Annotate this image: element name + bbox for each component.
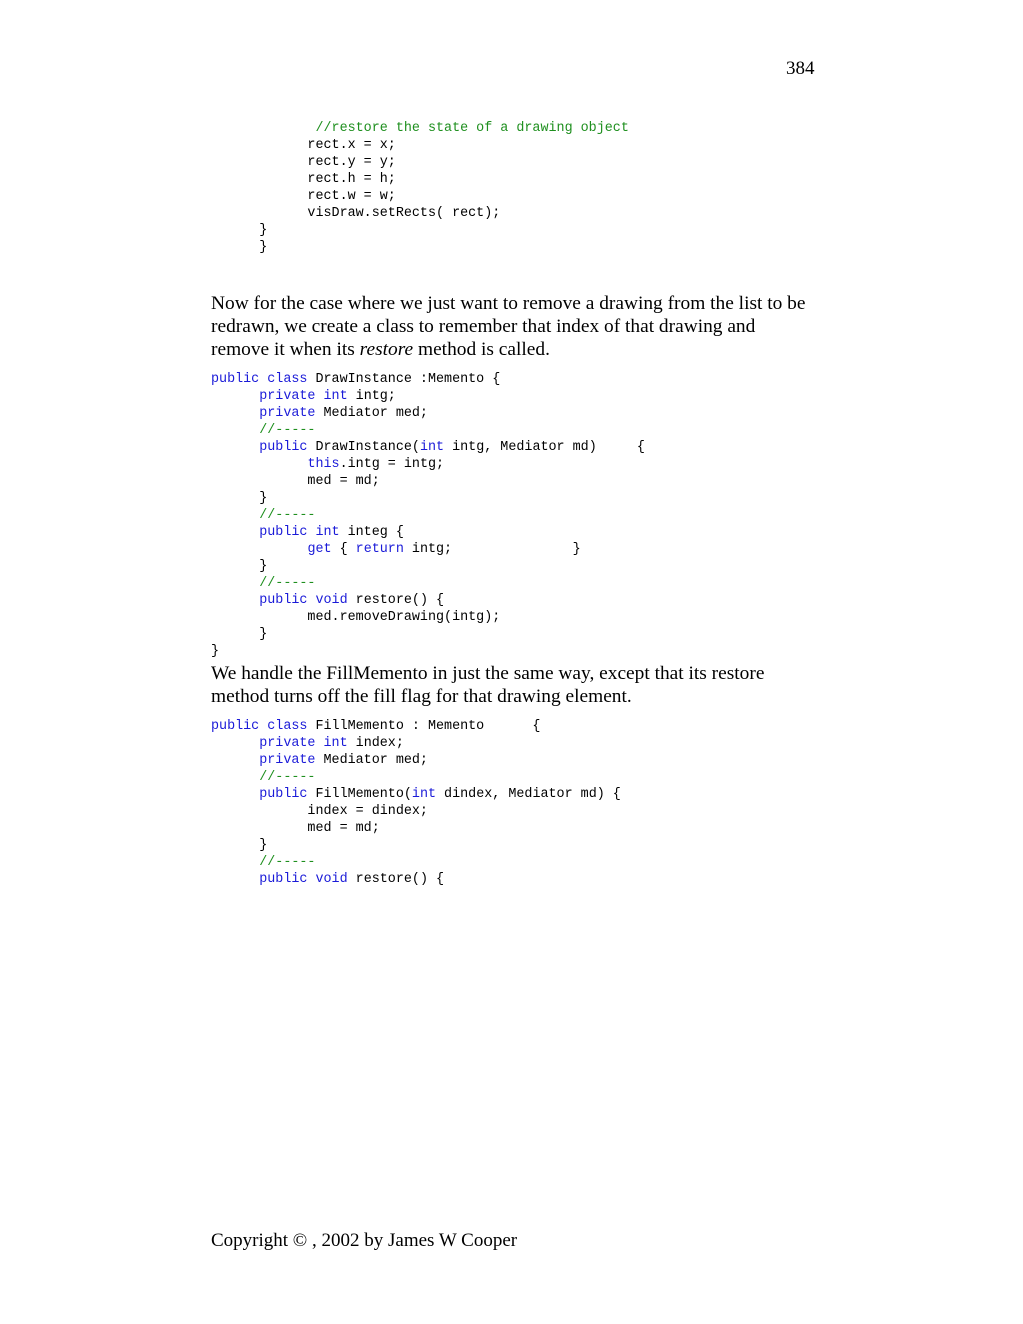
code-text: rect.x = x;	[211, 138, 396, 153]
code-keyword: int	[419, 440, 445, 455]
code-block-restore	[211, 120, 629, 256]
code-text: med = md;	[211, 821, 380, 836]
code-text: intg, Mediator md) {	[444, 440, 645, 455]
code-text: }	[211, 240, 268, 255]
code-text	[211, 457, 307, 472]
code-comment: //-----	[259, 770, 316, 785]
code-text: {	[331, 542, 356, 557]
code-line	[211, 239, 629, 256]
code-text: med = md;	[211, 474, 380, 489]
code-keyword: return	[355, 542, 404, 557]
code-text: }	[211, 491, 268, 506]
code-text	[211, 508, 259, 523]
code-text: rect.w = w;	[211, 189, 396, 204]
code-text	[211, 389, 259, 404]
code-line	[211, 769, 621, 786]
code-keyword: private int	[259, 389, 348, 404]
code-text: FillMemento : Memento {	[307, 719, 541, 734]
code-text: med.removeDrawing(intg);	[211, 610, 501, 625]
code-text	[211, 576, 259, 591]
paragraph-fill-memento: We handle the FillMemento in just the same way, except that its restore method turns off the fill flag for that drawing element.	[211, 663, 765, 707]
code-keyword: public void	[259, 872, 348, 887]
code-line	[211, 188, 629, 205]
code-text: }	[211, 838, 268, 853]
code-keyword: public	[259, 787, 308, 802]
code-line	[211, 609, 645, 626]
code-line	[211, 371, 645, 388]
paragraph-text: Now for the case where we just want to remove a drawing from the list to be redrawn, we create a class to remember that index of that drawing and remove it when its	[211, 293, 806, 360]
code-text: index;	[347, 736, 404, 751]
code-line	[211, 643, 645, 660]
code-keyword: public class	[211, 719, 308, 734]
code-comment: //restore the state of a drawing object	[315, 121, 629, 136]
code-text: integ {	[339, 525, 404, 540]
code-text	[211, 121, 315, 136]
code-line	[211, 803, 621, 820]
code-line	[211, 422, 645, 439]
code-text: intg; }	[403, 542, 581, 557]
code-text	[211, 736, 259, 751]
page-number: 384	[786, 58, 815, 79]
code-text: }	[211, 559, 268, 574]
code-keyword: public	[259, 440, 308, 455]
code-text: dindex, Mediator md) {	[436, 787, 621, 802]
code-line	[211, 524, 645, 541]
code-text: DrawInstance :Memento {	[307, 372, 501, 387]
code-line	[211, 592, 645, 609]
code-text	[211, 423, 259, 438]
code-text: rect.h = h;	[211, 172, 396, 187]
code-text: rect.y = y;	[211, 155, 396, 170]
code-block-draw-instance	[211, 371, 645, 660]
code-keyword: public void	[259, 593, 348, 608]
code-line	[211, 120, 629, 137]
code-text	[211, 593, 259, 608]
code-line	[211, 154, 629, 171]
code-text: visDraw.setRects( rect);	[211, 206, 501, 221]
code-line	[211, 456, 645, 473]
code-line	[211, 871, 621, 888]
code-comment: //-----	[259, 508, 316, 523]
code-keyword: this	[307, 457, 340, 472]
code-text: intg;	[347, 389, 396, 404]
code-line	[211, 575, 645, 592]
code-keyword: private	[259, 753, 316, 768]
code-keyword: public int	[259, 525, 340, 540]
code-line	[211, 718, 621, 735]
code-line	[211, 752, 621, 769]
code-block-fill-memento	[211, 718, 621, 888]
code-text: DrawInstance(	[307, 440, 420, 455]
code-text: .intg = intg;	[339, 457, 445, 472]
code-line	[211, 171, 629, 188]
code-text	[211, 855, 259, 870]
code-line	[211, 205, 629, 222]
code-keyword: get	[307, 542, 332, 557]
code-text: index = dindex;	[211, 804, 428, 819]
code-comment: //-----	[259, 855, 316, 870]
code-line	[211, 854, 621, 871]
paragraph-text: method is called.	[413, 339, 550, 360]
code-text: restore() {	[347, 872, 445, 887]
code-line	[211, 222, 629, 239]
code-text	[211, 525, 259, 540]
code-text: Mediator med;	[315, 406, 428, 421]
paragraph-draw-instance	[211, 292, 811, 361]
code-line	[211, 388, 645, 405]
code-line	[211, 490, 645, 507]
code-line	[211, 541, 645, 558]
code-keyword: public class	[211, 372, 308, 387]
code-line	[211, 405, 645, 422]
code-text	[211, 872, 259, 887]
code-line	[211, 837, 621, 854]
code-line	[211, 735, 621, 752]
code-text: }	[211, 223, 268, 238]
copyright-footer: Copyright © , 2002 by James W Cooper	[211, 1230, 518, 1251]
code-line	[211, 507, 645, 524]
code-text	[211, 440, 259, 455]
code-line	[211, 439, 645, 456]
code-text: }	[211, 644, 220, 659]
code-keyword: int	[411, 787, 437, 802]
code-comment: //-----	[259, 576, 316, 591]
code-text: Mediator med;	[315, 753, 428, 768]
code-text: restore() {	[347, 593, 445, 608]
code-line	[211, 626, 645, 643]
code-text: }	[211, 627, 268, 642]
code-text	[211, 542, 307, 557]
code-text	[211, 753, 259, 768]
code-text	[211, 406, 259, 421]
code-line	[211, 473, 645, 490]
code-comment: //-----	[259, 423, 316, 438]
code-text	[211, 787, 259, 802]
code-keyword: private	[259, 406, 316, 421]
code-line	[211, 137, 629, 154]
paragraph-emphasis: restore	[359, 339, 414, 360]
code-text	[211, 770, 259, 785]
code-keyword: private int	[259, 736, 348, 751]
code-line	[211, 786, 621, 803]
code-text: FillMemento(	[307, 787, 412, 802]
code-line	[211, 558, 645, 575]
code-line	[211, 820, 621, 837]
